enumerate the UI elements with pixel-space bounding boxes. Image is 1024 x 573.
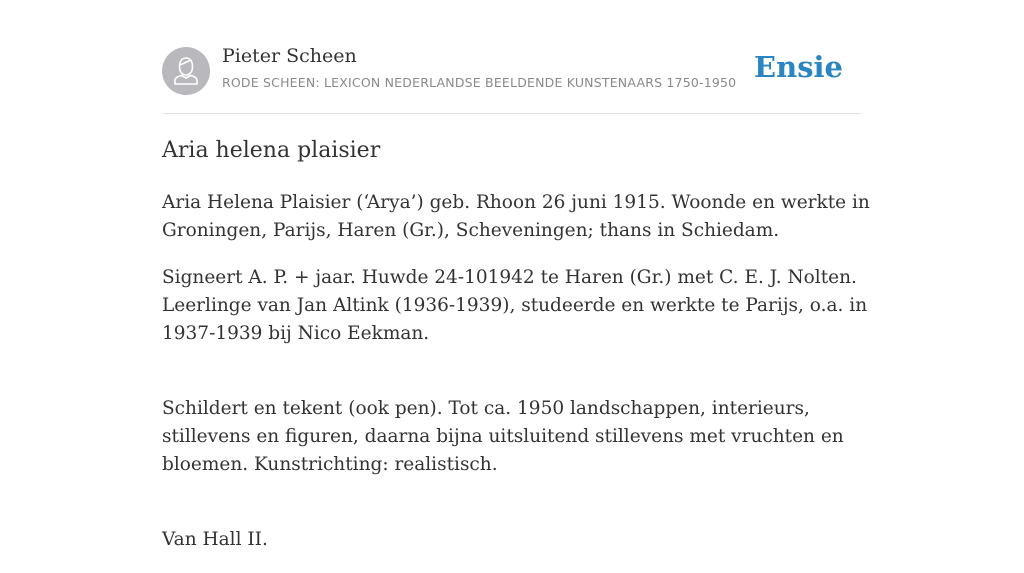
user-silhouette-icon <box>162 47 210 95</box>
avatar[interactable] <box>162 47 210 95</box>
brand-logo[interactable]: Ensie <box>754 50 843 84</box>
author-name[interactable]: Pieter Scheen <box>222 45 357 67</box>
article-title: Aria helena plaisier <box>162 138 381 163</box>
article-paragraph-1: Aria Helena Plaisier (‘Arya’) geb. Rhoon 26 juni 1915. Woonde en werkte in Groningen, Parijs, Haren (Gr.), Scheveningen; thans in Schiedam. <box>162 192 870 241</box>
article-header <box>162 0 862 114</box>
page-container <box>162 0 870 550</box>
article-body <box>162 189 874 573</box>
paragraph-spacer <box>162 498 874 526</box>
article-paragraph-2: Signeert A. P. + jaar. Huwde 24-101942 te Haren (Gr.) met C. E. J. Nolten. Leerlinge van Jan Altink (1936-1939), studeerde en werkte te Parijs, o.a. in 1937-1939 bij Nico Eekman. <box>162 267 868 344</box>
article-paragraph-4: Van Hall II. <box>162 529 268 550</box>
paragraph-spacer <box>162 367 874 395</box>
article-paragraph-3: Schildert en tekent (ook pen). Tot ca. 1950 landschappen, interieurs, stillevens en figuren, daarna bijna uitsluitend stillevens met vruchten en bloemen. Kunstrichting: realistisch. <box>162 398 844 475</box>
source-title[interactable]: RODE SCHEEN: LEXICON NEDERLANDSE BEELDENDE KUNSTENAARS 1750-1950 <box>222 75 737 90</box>
